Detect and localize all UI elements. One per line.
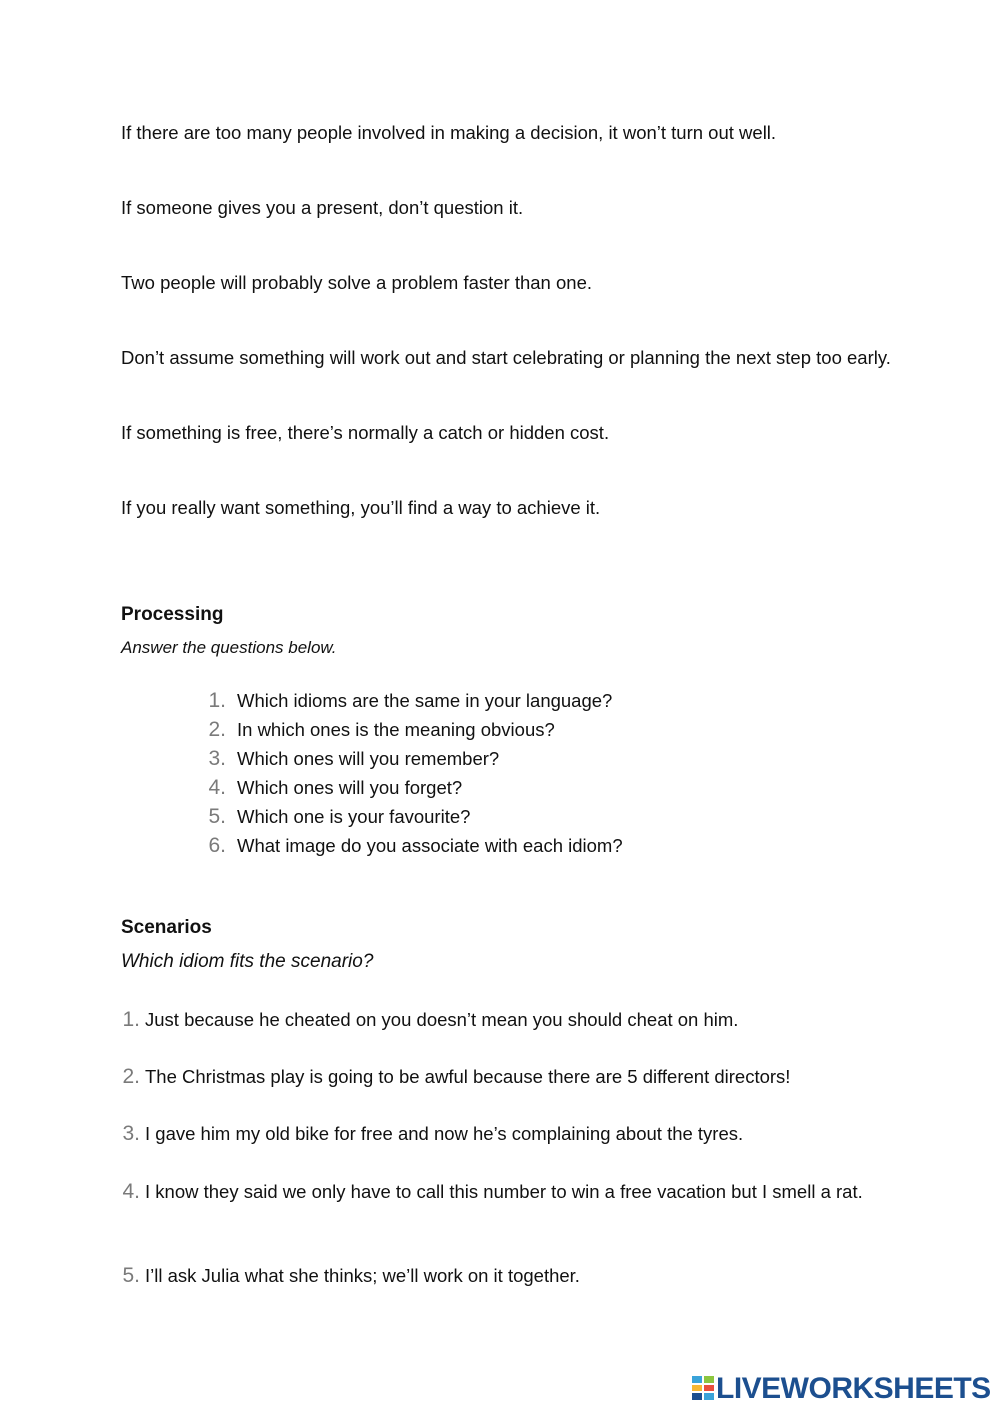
question-number: 1. bbox=[208, 689, 226, 712]
meaning-line: If there are too many people involved in making a decision, it won’t turn out well. bbox=[121, 122, 777, 143]
question-number: 2. bbox=[208, 718, 226, 741]
scenario-text: Just because he cheated on you doesn’t mean you should cheat on him. bbox=[145, 1009, 739, 1030]
scenario-text: I’ll ask Julia what she thinks; we’ll work on it together. bbox=[145, 1265, 580, 1286]
question-number: 6. bbox=[208, 834, 226, 857]
list-item bbox=[0, 773, 1000, 802]
question-text: In which ones is the meaning obvious? bbox=[237, 719, 555, 740]
meaning-line: If someone gives you a present, don’t question it. bbox=[121, 197, 524, 218]
question-text: Which idioms are the same in your language? bbox=[237, 690, 613, 711]
list-item bbox=[0, 802, 1000, 831]
liveworksheets-logo bbox=[692, 1374, 992, 1404]
list-item bbox=[0, 715, 1000, 744]
scenario-text: The Christmas play is going to be awful because there are 5 different directors! bbox=[145, 1066, 791, 1087]
list-item bbox=[0, 831, 1000, 860]
question-text: What image do you associate with each idiom? bbox=[237, 835, 623, 856]
meaning-line: Don’t assume something will work out and start celebrating or planning the next step too early. bbox=[121, 347, 891, 368]
meaning-line: Two people will probably solve a problem faster than one. bbox=[121, 272, 592, 293]
scenario-text: I know they said we only have to call this number to win a free vacation but I smell a rat. bbox=[145, 1181, 863, 1202]
question-text: Which ones will you remember? bbox=[237, 748, 500, 769]
scenarios-instruction: Which idiom fits the scenario? bbox=[121, 951, 374, 972]
scenario-text: I gave him my old bike for free and now he’s complaining about the tyres. bbox=[145, 1123, 744, 1144]
question-text: Which ones will you forget? bbox=[237, 777, 463, 798]
question-number: 4. bbox=[208, 776, 226, 799]
scenario-number: 3. bbox=[122, 1122, 140, 1145]
scenario-number: 1. bbox=[122, 1008, 140, 1031]
list-item bbox=[0, 744, 1000, 773]
question-text: Which one is your favourite? bbox=[237, 806, 471, 827]
processing-instruction: Answer the questions below. bbox=[121, 638, 337, 657]
meaning-line: If something is free, there’s normally a catch or hidden cost. bbox=[121, 422, 610, 443]
processing-title: Processing bbox=[121, 604, 224, 625]
list-item bbox=[0, 686, 1000, 715]
scenario-number: 2. bbox=[122, 1065, 140, 1088]
liveworksheets-logo-icon bbox=[692, 1376, 714, 1400]
scenarios-title: Scenarios bbox=[121, 917, 212, 938]
question-number: 3. bbox=[208, 747, 226, 770]
question-number: 5. bbox=[208, 805, 226, 828]
meaning-line: If you really want something, you’ll find a way to achieve it. bbox=[121, 497, 601, 518]
logo-text: LIVEWORKSHEETS bbox=[716, 1372, 991, 1405]
scenario-number: 4. bbox=[122, 1180, 140, 1203]
scenario-number: 5. bbox=[122, 1264, 140, 1287]
